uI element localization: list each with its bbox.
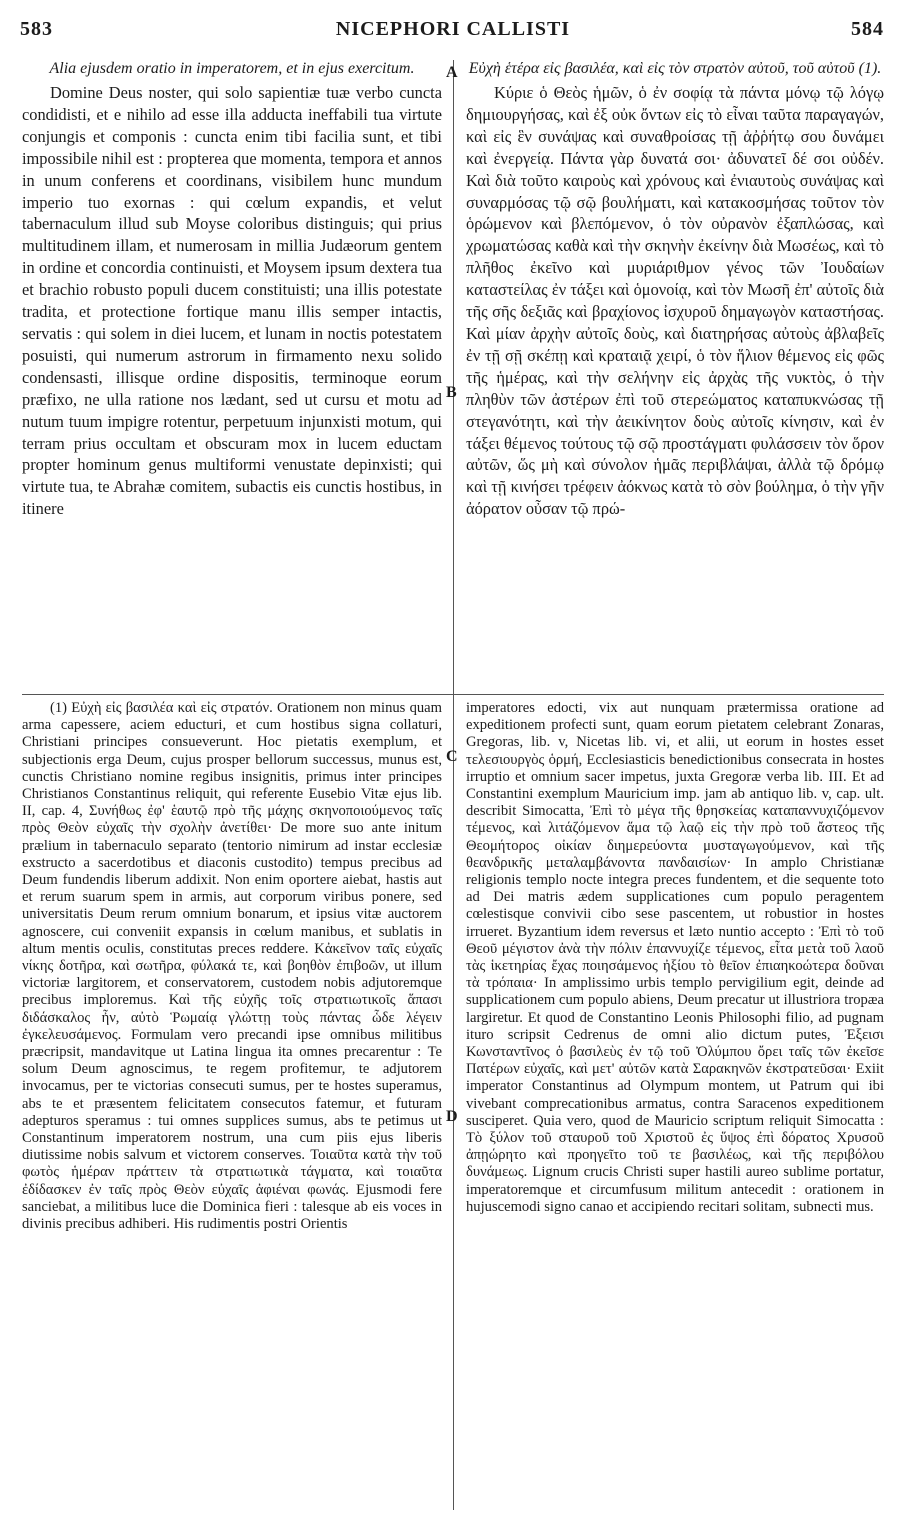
right-notes-column <box>466 700 884 1510</box>
running-title: NICEPHORI CALLISTI <box>335 18 571 40</box>
left-text-column <box>22 60 442 688</box>
left-column-text: Domine Deus noster, qui solo sapientiæ tuæ verbo cuncta condidisti, et e nihilo ad esse illa adducta ineffabili tua virtute conjungis et componis : cuncta enim tibi facilia sunt, et tibi impossibile nihil est : propterea que momenta, tempora et annos in unum conferens et coordinans, visibilem hunc mundum imperio tuo exornas : qui cœlum expandis, et velut tabernaculum illud sub Moyse coloribus distinguis; qui prius multitudinem illam, et numerosam in millia Judæorum gentem in ordine et concordia continuisti, et Moysem ipsum dextera tua et brachio robusto populi ducem constituisti; una illis potestate tradita, et protectione fortique manu illis semper intactis, servatis : qui solem in diei lucem, et lunam in noctis potestatem posuisti, qui numerum astrorum in firmamento nexu solido condensasti, illisque ordine dispositis, terminoque eorum præfixo, ne ulla ratione nos lædant, sed ut cursu et motu ad nutum tuum impigre rotentur, perpetuum injunxisti motum, qui terram prius occultam et obscuram mox in lucem eductam propter hominum genus multiformi venustate depinxisti; qui virtute tua, te Abrahæ comitem, subactis eis cunctis hostibus, in itinere <box>22 83 442 519</box>
margin-letter-b: B <box>446 384 457 401</box>
margin-letter-c: C <box>446 748 458 765</box>
running-header <box>0 18 906 44</box>
margin-letter-d: D <box>446 1108 458 1125</box>
right-page-number: 584 <box>851 18 884 40</box>
left-page-number: 583 <box>20 18 53 40</box>
left-column-heading: Alia ejusdem oratio in imperatorem, et in ejus exercitum. <box>49 60 415 77</box>
right-column-heading: Εὐχὴ ἑτέρα εἰς βασιλέα, καὶ εἰς τὸν στρατὸν αὐτοῦ, τοῦ αὐτοῦ (1). <box>468 60 882 77</box>
left-notes-column <box>22 700 442 1510</box>
left-notes-text: (1) Εὐχὴ εἰς βασιλέα καὶ εἰς στρατόν. Orationem non minus quam arma capessere, aciem educturi, et cum hostibus signa collaturi, Christiani principes consueverunt. Hoc pietatis exemplum, et subjectionis erga Deum, cujus prosper bellorum successus, munus est, cunctis Christiano nomine regibus insignitis, primus inter principes Christianos Constantinus reliquit, qui referente Eusebio Vitæ ejus lib. II, cap. 4, Συνήθως ἐφ' ἑαυτῷ πρὸ τῆς μάχης σκηνοποιούμενος ταῖς πρὸς Θεὸν εὐχαῖς τὴν σχολὴν ἀνετίθει· De more suo ante initum prælium in tabernaculo separato (tentorio nimirum ad instar ecclesiæ exstructo a sacerdotibus et diaconis custodito) tempus precibus ad Deum fundendis liberum addixit. Non enim oportere aiebat, hastis aut et rerum suarum spem in armis, aut corporum viribus ponere, sed universitatis Deum rerum omnium bonarum, et ipsius vitæ auctorem agnoscere, cui conveniit expansis in cœlum manibus, et sublatis in altum mentis oculis, constitutas preces reddere. Κἀκεῖνον ταῖς εὐχαῖς νίκης δοτῆρα, καὶ σωτῆρα, φύλακά τε, καὶ βοηθὸν ἐπιβοῶν, ut illum victoriæ largitorem, et conservatorem, custodem nobis adjutoremque precibus imploremus. Καὶ τῆς εὐχῆς τοῖς στρατιωτικοῖς ἅπασι διδάσκαλος ἦν, αὐτὸ Ῥωμαίᾳ γλώττῃ τοὺς πάντας ὧδε λέγειν ἐγκελευσάμενος. Formulam vero precandi ipse omnibus militibus præcripsit, mandavitque ut Latina lingua ita omnes precarentur : Te solum Deum agnoscimus, te regem profitemur, te adjutorem invocamus, per te victorias consecuti sumus, per te hostes superamus, abs te et præsentem felicitatem consecutos fatemur, et futuram adepturos speramus : tui omnes supplices sumus, abs te petimus ut Constantinum imperatorem nostrum, una cum piis ejus liberis diutissime nobis salvum et victorem conserves. Τοιαῦτα κατὰ τὴν τοῦ φωτὸς ἡμέραν πράττειν τὰ στρατιωτικὰ τάγματα, καὶ τοιαῦτα ἐδίδασκεν ἐν ταῖς πρὸς Θεὸν εὐχαῖς ἀφιέναι φωνάς. Ejusmodi fere sanciebat, a militibus luce die Dominica fieri : talesque ab eis voces in divinis precibus adhiberi. His rudimentis postri Orientis <box>22 700 442 1233</box>
margin-letter-a: A <box>446 64 458 81</box>
right-text-column <box>466 60 884 688</box>
notes-separator <box>22 694 884 695</box>
right-column-text: Κύριε ὁ Θεὸς ἡμῶν, ὁ ἐν σοφίᾳ τὰ πάντα μόνῳ τῷ λόγῳ δημιουργήσας, καὶ ἐξ οὐκ ὄντων εἰς τὸ εἶναι ταῦτα παραγαγών, καὶ εἰς ἓν συνάψας καὶ συναθροίσας τῇ ἀῤῥήτῳ σου δυνάμει καὶ ἐνεργείᾳ. Πάντα γὰρ δυνατά σοι· ἀδυνατεῖ δέ σοι οὐδέν. Καὶ διὰ τοῦτο καιροὺς καὶ χρόνους καὶ ἐνιαυτοὺς συνάψας καὶ συναρμόσας τῷ σῷ βουλήματι, καὶ κατακοσμήσας τοῦτον τὸν ὁρώμενον καὶ βλεπόμενον, ὁ τὸν οὐρανὸν ἐξαπλώσας, καὶ χρωματώσας καθὰ καὶ τὴν σκηνὴν ἐκείνην διὰ Μωσέως, καὶ τὸ πλῆθος ἐκεῖνο καὶ μυριάριθμον γένος τῶν Ἰουδαίων καταστείλας ἐν τάξει καὶ ὁμονοίᾳ, καὶ τὸν Μωσῆ ἐπ' αὐτοῖς διὰ τῆς σῆς δεξιᾶς καὶ βραχίονος ἰσχυροῦ δημαγωγὸν καταστήσας. Καὶ μίαν ἀρχὴν αὐτοῖς δοὺς, καὶ διατηρήσας αὐτοὺς ἀβλαβεῖς ἐν τῇ σῇ σκέπῃ καὶ κραταιᾷ χειρί, ὁ τὸν ἥλιον θέμενος εἰς φῶς τῆς ἡμέρας, καὶ τὴν σελήνην εἰς ἀρχὰς τῆς νυκτὸς, ὁ τὴν πληθὺν τῶν ἀστέρων ἐπὶ τοῦ στερεώματος καταπυκνώσας τῇ στεγανότητι, καὶ τὴν ἀεικίνητον δοὺς αὐτοῖς κίνησιν, καὶ ἐν τάξει θέμενος τούτους τῷ σῷ προστάγματι φυλάσσειν τὸν ὅρον αὐτῶν, ὥς μὴ καὶ σύνολον ἡμᾶς περιβλάψαι, ἀλλὰ τῷ δρόμῳ καὶ τῇ κινήσει τρέφειν ἀόκνως κατὰ τὸ σὸν βούλημα, ὁ τὴν γῆν ἀόρατον οὖσαν τῷ πρώ- <box>466 83 884 519</box>
column-divider <box>453 60 454 1510</box>
right-notes-text: imperatores edocti, vix aut nunquam prætermissa oratione ad expeditionem profecti sunt, quam eorum pietatem celebrant Zonaras, Gregoras, lib. v, Nicetas lib. vi, et alii, ut eorum in hostes esset τελεσιουργὸς ὁρμή, Ecclesiasticis benedictionibus consecrata in hostes irruptio et omnium sacer impetus, juxta Gregoræ verba lib. III. Et ad Constantini exemplum Mauricium imp. jam ab antiquo lib. v, cap. ult. describit Simocatta, Ἐπὶ τὸ μέγα τῆς θρησκείας καταπαννυχιζόμενον τέμενος, καὶ λιτάζόμενον ἅμα τῷ λαῷ εἰς τὴν πρὸ τοῦ ἄστεος τῆς Θεομήτορος οἰκίαν διημερεύοντα μυσταγωγούμενον, καὶ τῆς θεανδρικῆς μεταλαμβάνοντα πανδαισίων· In amplo Christianæ religionis templo nocte integra preces fundentem, et die sequente toto ad Dei matris ædem supplicationes cum populo peragentem cœlestisque convivii cibo sese pascentem, ut robustior in hostes irrueret. Byzantium idem reversus et læto nuntio accepto : Ἐπὶ τὸ τοῦ Θεοῦ μέγιστον ἀνὰ τὴν πόλιν ἐπαννυχίζε τέμενος, εἶτα μετὰ τοῦ λαοῦ τὰς ἱκετηρίας ἔχας ποιησάμενος ἠξίου τὸ θεῖον ἐπιαηκοώτερα δοῦναι τὰ τρόπαια· In amplissimo urbis templo pervigilium egit, deinde ad supplicationem cum populo abiens, Deum precatur ut illustriora tropæa largiretur. Et quod de Constantino Leonis Philosophi filio, ad pugnam ituro scripsit Cedrenus de omni alio dictum putes, Ἐξεισι Κωνσταντῖνος ὁ βασιλεὺς ἐν τῷ τοῦ Ὀλύμπου ὄρει ταῖς τῶν ἐκεῖσε Πατέρων εὐχαῖς, καὶ μετ' αὐτῶν κατὰ Σαρακηνῶν ἐκστρατεῦσαι· Exiit imperator Constantinus ad Olympum montem, ut Patrum qui ibi vivebant comprecationibus armatus, contra Saracenos expeditionem susciperet. Quia vero, quod de Mauricio scriptum reliquit Simocatta : Τὸ ξύλον τοῦ σταυροῦ τοῦ Χριστοῦ ἐς ὕψος ἐπὶ δόρατος Χρυσοῦ ἀπῃώρητο καὶ προηγεῖτο τοῦ τε βασιλέως, καὶ τῆς περιβόλου δυνάμεως. Lignum crucis Christi super hastili aureo sublime portatur, imperatoremque et circumfusum militum antecedit : orationem in hujuscemodi signo canao et accipiendo recitari solitam, subnecti mus. <box>466 700 884 1215</box>
